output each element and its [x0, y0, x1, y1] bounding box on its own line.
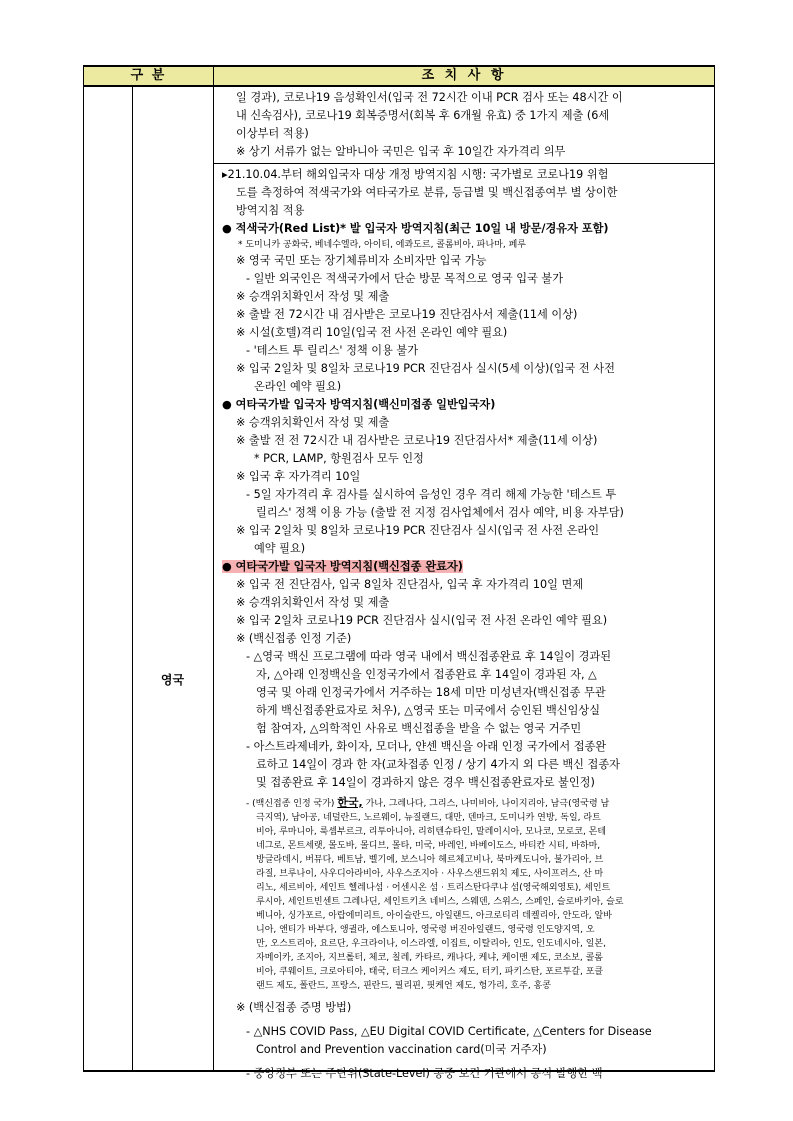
text-line: * PCR, LAMP, 항원검사 모두 인정	[254, 452, 424, 465]
text-line: 험 참여자, △의학적인 사유로 백신접종을 받을 수 없는 영국 거주민	[256, 722, 582, 735]
countries-line: 라질, 브루나이, 사우디아라비아, 사우스조지아 · 사우스샌드위치 제도, 사이프러스, 산 마	[256, 869, 604, 879]
countries-line: 네그로, 몬트세랫, 몰도바, 몰디브, 몰타, 미국, 바레인, 바베이도스, 바티칸 시티, 바하마,	[256, 841, 601, 851]
countries-line: 비아, 쿠웨이트, 크로아티아, 태국, 터크스 케이커스 제도, 터키, 파키스탄, 포르투갈, 포클	[256, 967, 604, 977]
text-line: ※ 승객위치확인서 작성 및 제출	[236, 290, 390, 303]
text-line: - 5일 자가격리 후 검사를 실시하여 음성인 경우 격리 해제 가능한 '테스트 투	[246, 488, 617, 501]
country-column	[132, 87, 214, 1070]
intro-line: 방역지침 적용	[236, 204, 305, 217]
korea-highlight: 한국,	[337, 796, 363, 809]
countries-line: 리노, 세르비아, 세인트 헬레나섬 · 어센시온 섬 · 트리스탄다쿠냐 섬(영국해외영토), 세인트	[256, 883, 611, 893]
countries-prefix: - (백신접종 인정 국가)	[246, 799, 338, 809]
text-line: 이상부터 적용)	[236, 127, 309, 140]
albania-continuation	[220, 89, 708, 161]
row-separator	[214, 163, 714, 164]
text-line: 릴리스' 정책 이용 가능 (출발 전 지정 검사업체에서 검사 예약, 비용 자부담)	[256, 506, 624, 519]
intro-line: 도를 측정하여 적색국가와 여타국가로 분류, 등급별 및 백신접종여부 별 상이한	[236, 186, 618, 199]
table-header	[84, 65, 714, 87]
countries-line: 자메이카, 조지아, 지브롤터, 체코, 칠레, 카타르, 캐나다, 케냐, 케이맨 제도, 코소보, 콜롬	[256, 953, 603, 963]
text-line: - 아스트라제네카, 화이자, 모더나, 얀센 백신을 아래 인정 국가에서 접종완	[246, 740, 607, 753]
text-line: ※ 승객위치확인서 작성 및 제출	[236, 596, 390, 609]
text-line: ※ 상기 서류가 없는 알바니아 국민은 입국 후 10일간 자가격리 의무	[236, 145, 566, 158]
text-line: 자, △아래 인정백신을 인정국가에서 접종완료 후 14일이 경과된 자, △	[256, 668, 597, 681]
text-line: - △영국 백신 프로그램에 따라 영국 내에서 백신접종완료 후 14일이 경과된	[246, 650, 612, 663]
text-line: ※ 입국 2일차 및 8일차 코로나19 PCR 진단검사 실시(5세 이상)(입국 전 사전	[236, 362, 615, 375]
text-line: 하게 백신접종완료자로 처우), △영국 또는 미국에서 승인된 백신임상실	[256, 704, 601, 717]
text-line: 일 경과), 코로나19 음성확인서(입국 전 72시간 이내 PCR 검사 또는 48시간 이	[236, 91, 623, 104]
text-line: ※ 입국 전 진단검사, 입국 8일차 진단검사, 입국 후 자가격리 10일 면제	[236, 578, 584, 591]
countries-line: 루시아, 세인트빈센트 그레나딘, 세인트키츠 네비스, 스웨덴, 스위스, 스페인, 슬로바키아, 슬로	[256, 897, 624, 907]
intro-line: ▸21.10.04.부터 해외입국자 대상 개정 방역지침 시행: 국가별로 코로나19 위험	[222, 168, 609, 181]
measures-table	[83, 65, 715, 1080]
text-line: ※ 입국 2일차 코로나19 PCR 진단검사 실시(입국 전 사전 온라인 예약 필요)	[236, 614, 608, 627]
header-category: 구 분	[130, 68, 167, 83]
countries-line: 비아, 루마니아, 룩셈부르크, 리투아니아, 리히텐슈타인, 말레이시아, 모나코, 모로코, 몬테	[256, 827, 607, 837]
text-line: ※ 입국 후 자가격리 10일	[236, 470, 361, 483]
text-line: - △NHS COVID Pass, △EU Digital COVID Certificate, △Centers for Disease	[246, 1025, 652, 1038]
text-line: 영국 및 아래 인정국가에서 거주하는 18세 미만 미성년자(백신접종 무관	[256, 686, 606, 699]
proof-heading: ※ (백신접종 증명 방법)	[236, 1001, 352, 1014]
text-line: - 중앙정부 또는 주단위(State-Level) 공중 보건 기관에서 공식 발행한 백	[246, 1067, 603, 1080]
text-line: ※ 시설(호텔)격리 10일(입국 전 사전 온라인 예약 필요)	[236, 326, 508, 339]
text-line: ※ 승객위치확인서 작성 및 제출	[236, 416, 390, 429]
text-line: 예약 필요)	[254, 542, 306, 555]
text-line: 료하고 14일이 경과 한 자(교차접종 인정 / 상기 4가지 외 다른 백신 접종자	[256, 758, 620, 771]
countries-line: 방글라데시, 버뮤다, 베트남, 벨기에, 보스니아 헤르체고비나, 북마케도니아, 불가리아, 브	[256, 855, 604, 865]
header-measures: 조 치 사 항	[421, 68, 507, 83]
text-line: ※ 입국 2일차 및 8일차 코로나19 PCR 진단검사 실시(입국 전 사전 온라인	[236, 524, 600, 537]
countries-line: 만, 오스트리아, 요르단, 우크라이나, 이스라엘, 이집트, 이탈리아, 인도, 인도네시아, 일본,	[256, 939, 606, 949]
vaccinated-heading-text: ● 여타국가발 입국자 방역지침(백신접종 완료자)	[222, 560, 463, 573]
text-line: - 일반 외국인은 적색국가에서 단순 방문 목적으로 영국 입국 불가	[246, 272, 564, 285]
approved-countries-list	[220, 796, 708, 993]
red-list-note: * 도미니카 공화국, 베네수엘라, 아이티, 에콰도르, 콜롬비아, 파나마, 페루	[238, 240, 526, 250]
text-line: 내 신속검사), 코로나19 회복증명서(회복 후 6개월 유효) 중 1가지 제출 (6세	[236, 109, 610, 122]
text-line: - '테스트 투 릴리스' 정책 이용 불가	[246, 344, 419, 357]
countries-line: 베니아, 싱가포르, 아랍에미리트, 아이슬란드, 아일랜드, 아크로티리 데켈리아, 안도라, 알바	[256, 911, 612, 921]
text-line: ※ (백신접종 인정 기준)	[236, 632, 352, 645]
text-line: ※ 영국 국민 또는 장기체류비자 소비자만 입국 가능	[236, 254, 487, 267]
countries-line: 니아, 앤티가 바부다, 앵귈라, 에스토니아, 영국령 버진아일랜드, 영국령 인도양지역, 오	[256, 925, 595, 935]
text-line: ※ 출발 전 72시간 내 검사받은 코로나19 진단검사서 제출(11세 이상)	[236, 308, 578, 321]
vaccinated-heading	[220, 558, 708, 576]
text-line: 및 접종완료 후 14일이 경과하지 않은 경우 백신접종완료자로 불인정)	[256, 776, 595, 789]
countries-text: 가나, 그레나다, 그리스, 나미비아, 나이지리아, 남극(영국령 남	[362, 799, 610, 809]
text-line: 온라인 예약 필요)	[254, 380, 342, 393]
text-line: ※ 출발 전 전 72시간 내 검사받은 코로나19 진단검사서* 제출(11세 이상)	[236, 434, 598, 447]
countries-line	[246, 796, 708, 811]
countries-line: 극지역), 남아공, 네덜란드, 노르웨이, 뉴질랜드, 대만, 덴마크, 도미니카 연방, 독일, 라트	[256, 813, 601, 823]
red-list-heading: ● 적색국가(Red List)* 발 입국자 방역지침(최근 10일 내 방문/경유자 포함)	[222, 222, 609, 235]
countries-line: 랜드 제도, 폴란드, 프랑스, 핀란드, 필리핀, 핏케언 제도, 헝가리, 호주, 홍콩	[256, 981, 551, 991]
region-column	[84, 87, 133, 1070]
text-line: Control and Prevention vaccination card(미국 거주자)	[256, 1043, 547, 1056]
country-name: 영국	[160, 673, 185, 687]
uk-measures	[220, 166, 708, 1083]
unvaccinated-heading: ● 여타국가발 입국자 방역지침(백신미접종 일반입국자)	[222, 398, 496, 411]
